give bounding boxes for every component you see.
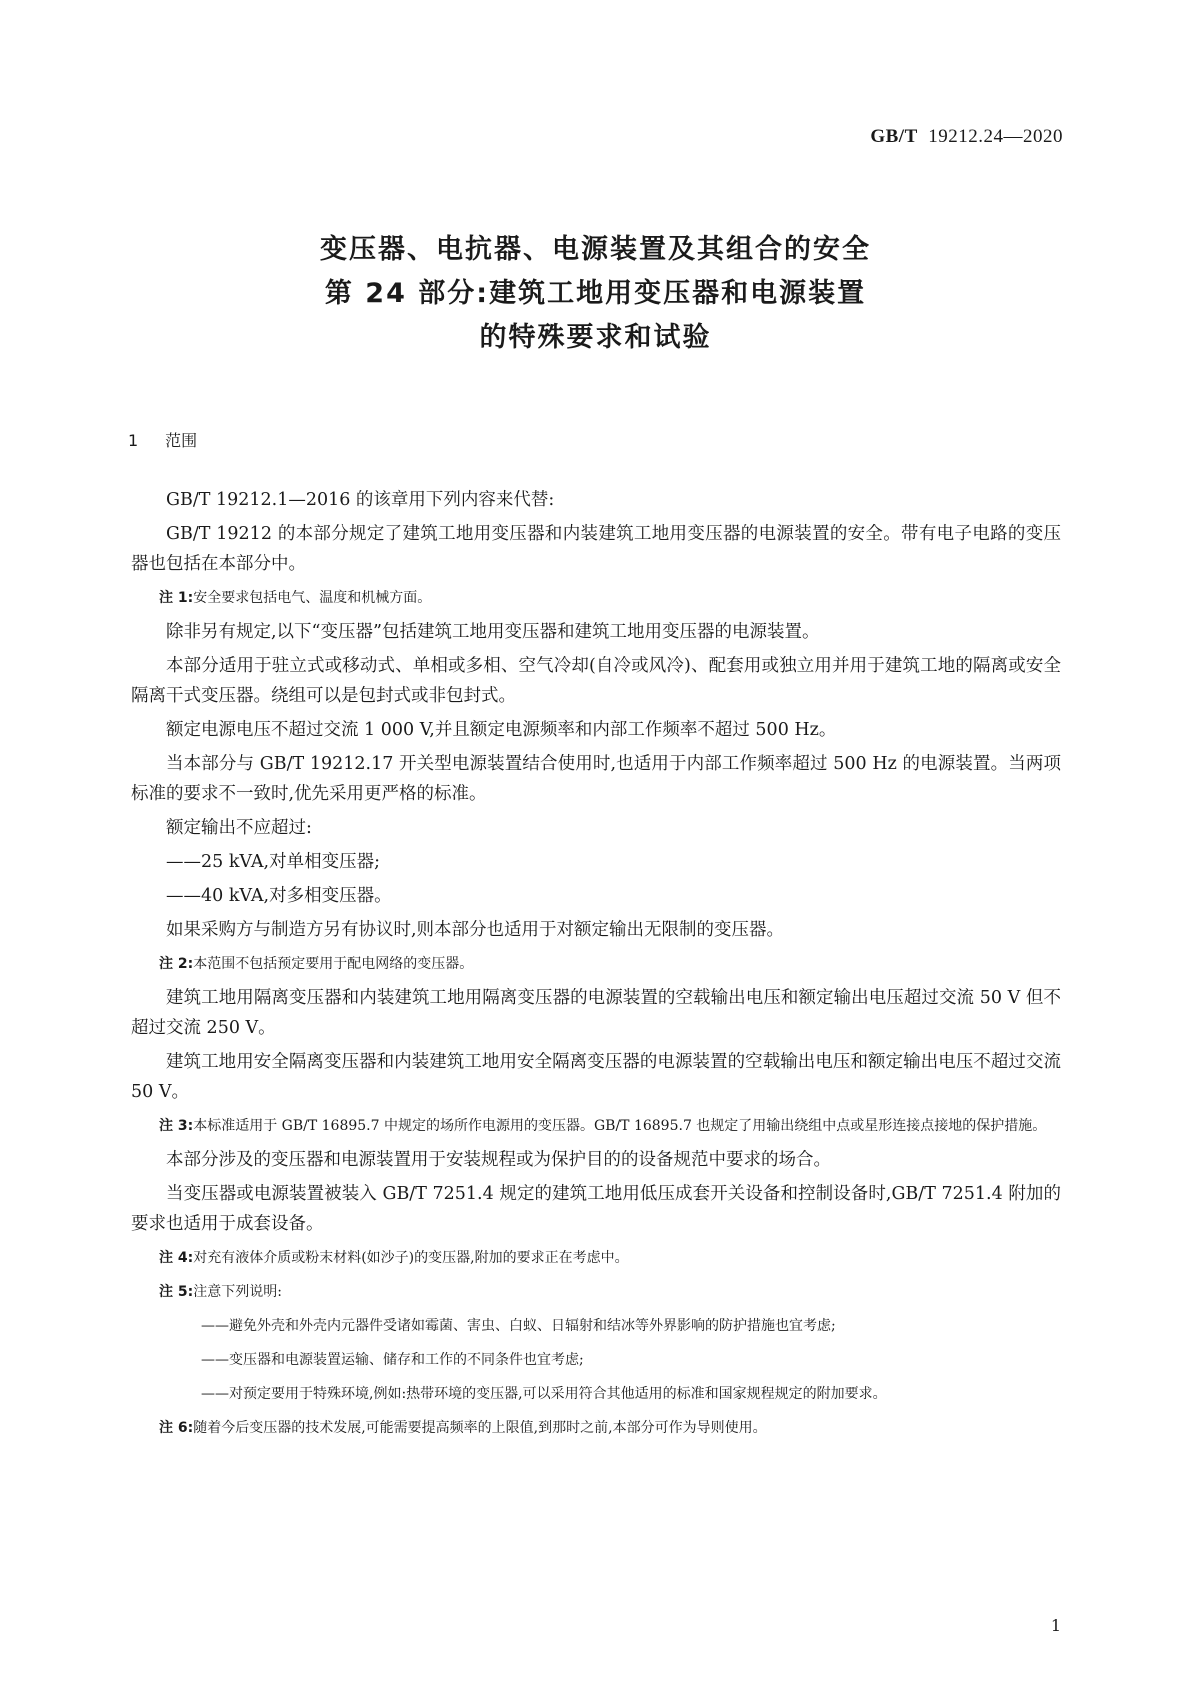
section-title: 范围 bbox=[165, 431, 198, 450]
document-title bbox=[0, 228, 1191, 360]
paragraph: 建筑工地用安全隔离变压器和内装建筑工地用安全隔离变压器的电源装置的空载输出电压和额定输出电压不超过交流 50 V。 bbox=[131, 1052, 1061, 1102]
note-1 bbox=[131, 583, 1061, 613]
title-line-3: 的特殊要求和试验 bbox=[479, 322, 712, 353]
page-number: 1 bbox=[1050, 1616, 1061, 1635]
paragraph: 本部分适用于驻立式或移动式、单相或多相、空气冷却(自冷或风冷)、配套用或独立用并用于建筑工地的隔离或安全隔离干式变压器。绕组可以是包封式或非包封式。 bbox=[131, 656, 1061, 706]
standard-number: 19212.24—2020 bbox=[928, 126, 1063, 147]
note-label: 注 2: bbox=[159, 956, 194, 972]
note-4 bbox=[131, 1243, 1061, 1273]
list-item: ——40 kVA,对多相变压器。 bbox=[166, 886, 392, 906]
note-label: 注 1: bbox=[159, 590, 194, 606]
standard-prefix: GB/T bbox=[870, 126, 918, 147]
note-5 bbox=[131, 1277, 1061, 1307]
note-3 bbox=[131, 1111, 1061, 1141]
paragraph: 除非另有规定,以下“变压器”包括建筑工地用变压器和建筑工地用变压器的电源装置。 bbox=[166, 622, 820, 642]
section-heading bbox=[128, 428, 197, 451]
paragraph: 本部分涉及的变压器和电源装置用于安装规程或为保护目的的设备规范中要求的场合。 bbox=[166, 1150, 831, 1170]
paragraph: 额定输出不应超过: bbox=[166, 818, 312, 838]
standard-code bbox=[870, 126, 1063, 148]
paragraph: 当变压器或电源装置被装入 GB/T 7251.4 规定的建筑工地用低压成套开关设备和控制设备时,GB/T 7251.4 附加的要求也适用于成套设备。 bbox=[131, 1184, 1061, 1234]
note-text: 随着今后变压器的技术发展,可能需要提高频率的上限值,到那时之前,本部分可作为导则使用。 bbox=[193, 1420, 767, 1436]
note-label: 注 3: bbox=[159, 1118, 194, 1134]
note-6 bbox=[131, 1413, 1061, 1443]
paragraph: 额定电源电压不超过交流 1 000 V,并且额定电源频率和内部工作频率不超过 500 Hz。 bbox=[166, 720, 837, 740]
note-text: 本标准适用于 GB/T 16895.7 中规定的场所作电源用的变压器。GB/T 16895.7 也规定了用输出绕组中点或星形连接点接地的保护措施。 bbox=[193, 1118, 1047, 1134]
paragraph: 当本部分与 GB/T 19212.17 开关型电源装置结合使用时,也适用于内部工作频率超过 500 Hz 的电源装置。当两项标准的要求不一致时,优先采用更严格的标准。 bbox=[131, 754, 1061, 804]
paragraph: 如果采购方与制造方另有协议时,则本部分也适用于对额定输出无限制的变压器。 bbox=[166, 920, 785, 940]
note-list-item: ——对预定要用于特殊环境,例如:热带环境的变压器,可以采用符合其他适用的标准和国家规程规定的附加要求。 bbox=[201, 1386, 887, 1402]
note-list-item: ——避免外壳和外壳内元器件受诸如霉菌、害虫、白蚁、日辐射和结冰等外界影响的防护措施也宜考虑; bbox=[201, 1318, 836, 1334]
note-label: 注 4: bbox=[159, 1250, 194, 1266]
note-2 bbox=[131, 949, 1061, 979]
paragraph: GB/T 19212 的本部分规定了建筑工地用变压器和内装建筑工地用变压器的电源装置的安全。带有电子电路的变压器也包括在本部分中。 bbox=[131, 524, 1061, 574]
paragraph: 建筑工地用隔离变压器和内装建筑工地用隔离变压器的电源装置的空载输出电压和额定输出电压超过交流 50 V 但不超过交流 250 V。 bbox=[131, 988, 1061, 1038]
note-label: 注 5: bbox=[159, 1284, 194, 1300]
note-text: 安全要求包括电气、温度和机械方面。 bbox=[193, 590, 432, 606]
section-number: 1 bbox=[128, 431, 139, 450]
title-line-2: 第 24 部分:建筑工地用变压器和电源装置 bbox=[324, 278, 867, 309]
list-item: ——25 kVA,对单相变压器; bbox=[166, 852, 380, 872]
note-text: 对充有液体介质或粉末材料(如沙子)的变压器,附加的要求正在考虑中。 bbox=[193, 1250, 629, 1266]
note-list-item: ——变压器和电源装置运输、储存和工作的不同条件也宜考虑; bbox=[201, 1352, 584, 1368]
note-text: 注意下列说明: bbox=[193, 1284, 282, 1300]
note-text: 本范围不包括预定要用于配电网络的变压器。 bbox=[193, 956, 474, 972]
note-label: 注 6: bbox=[159, 1420, 194, 1436]
section-body bbox=[131, 485, 1061, 1447]
paragraph: GB/T 19212.1—2016 的该章用下列内容来代替: bbox=[166, 490, 555, 510]
title-line-1: 变压器、电抗器、电源装置及其组合的安全 bbox=[320, 234, 871, 265]
